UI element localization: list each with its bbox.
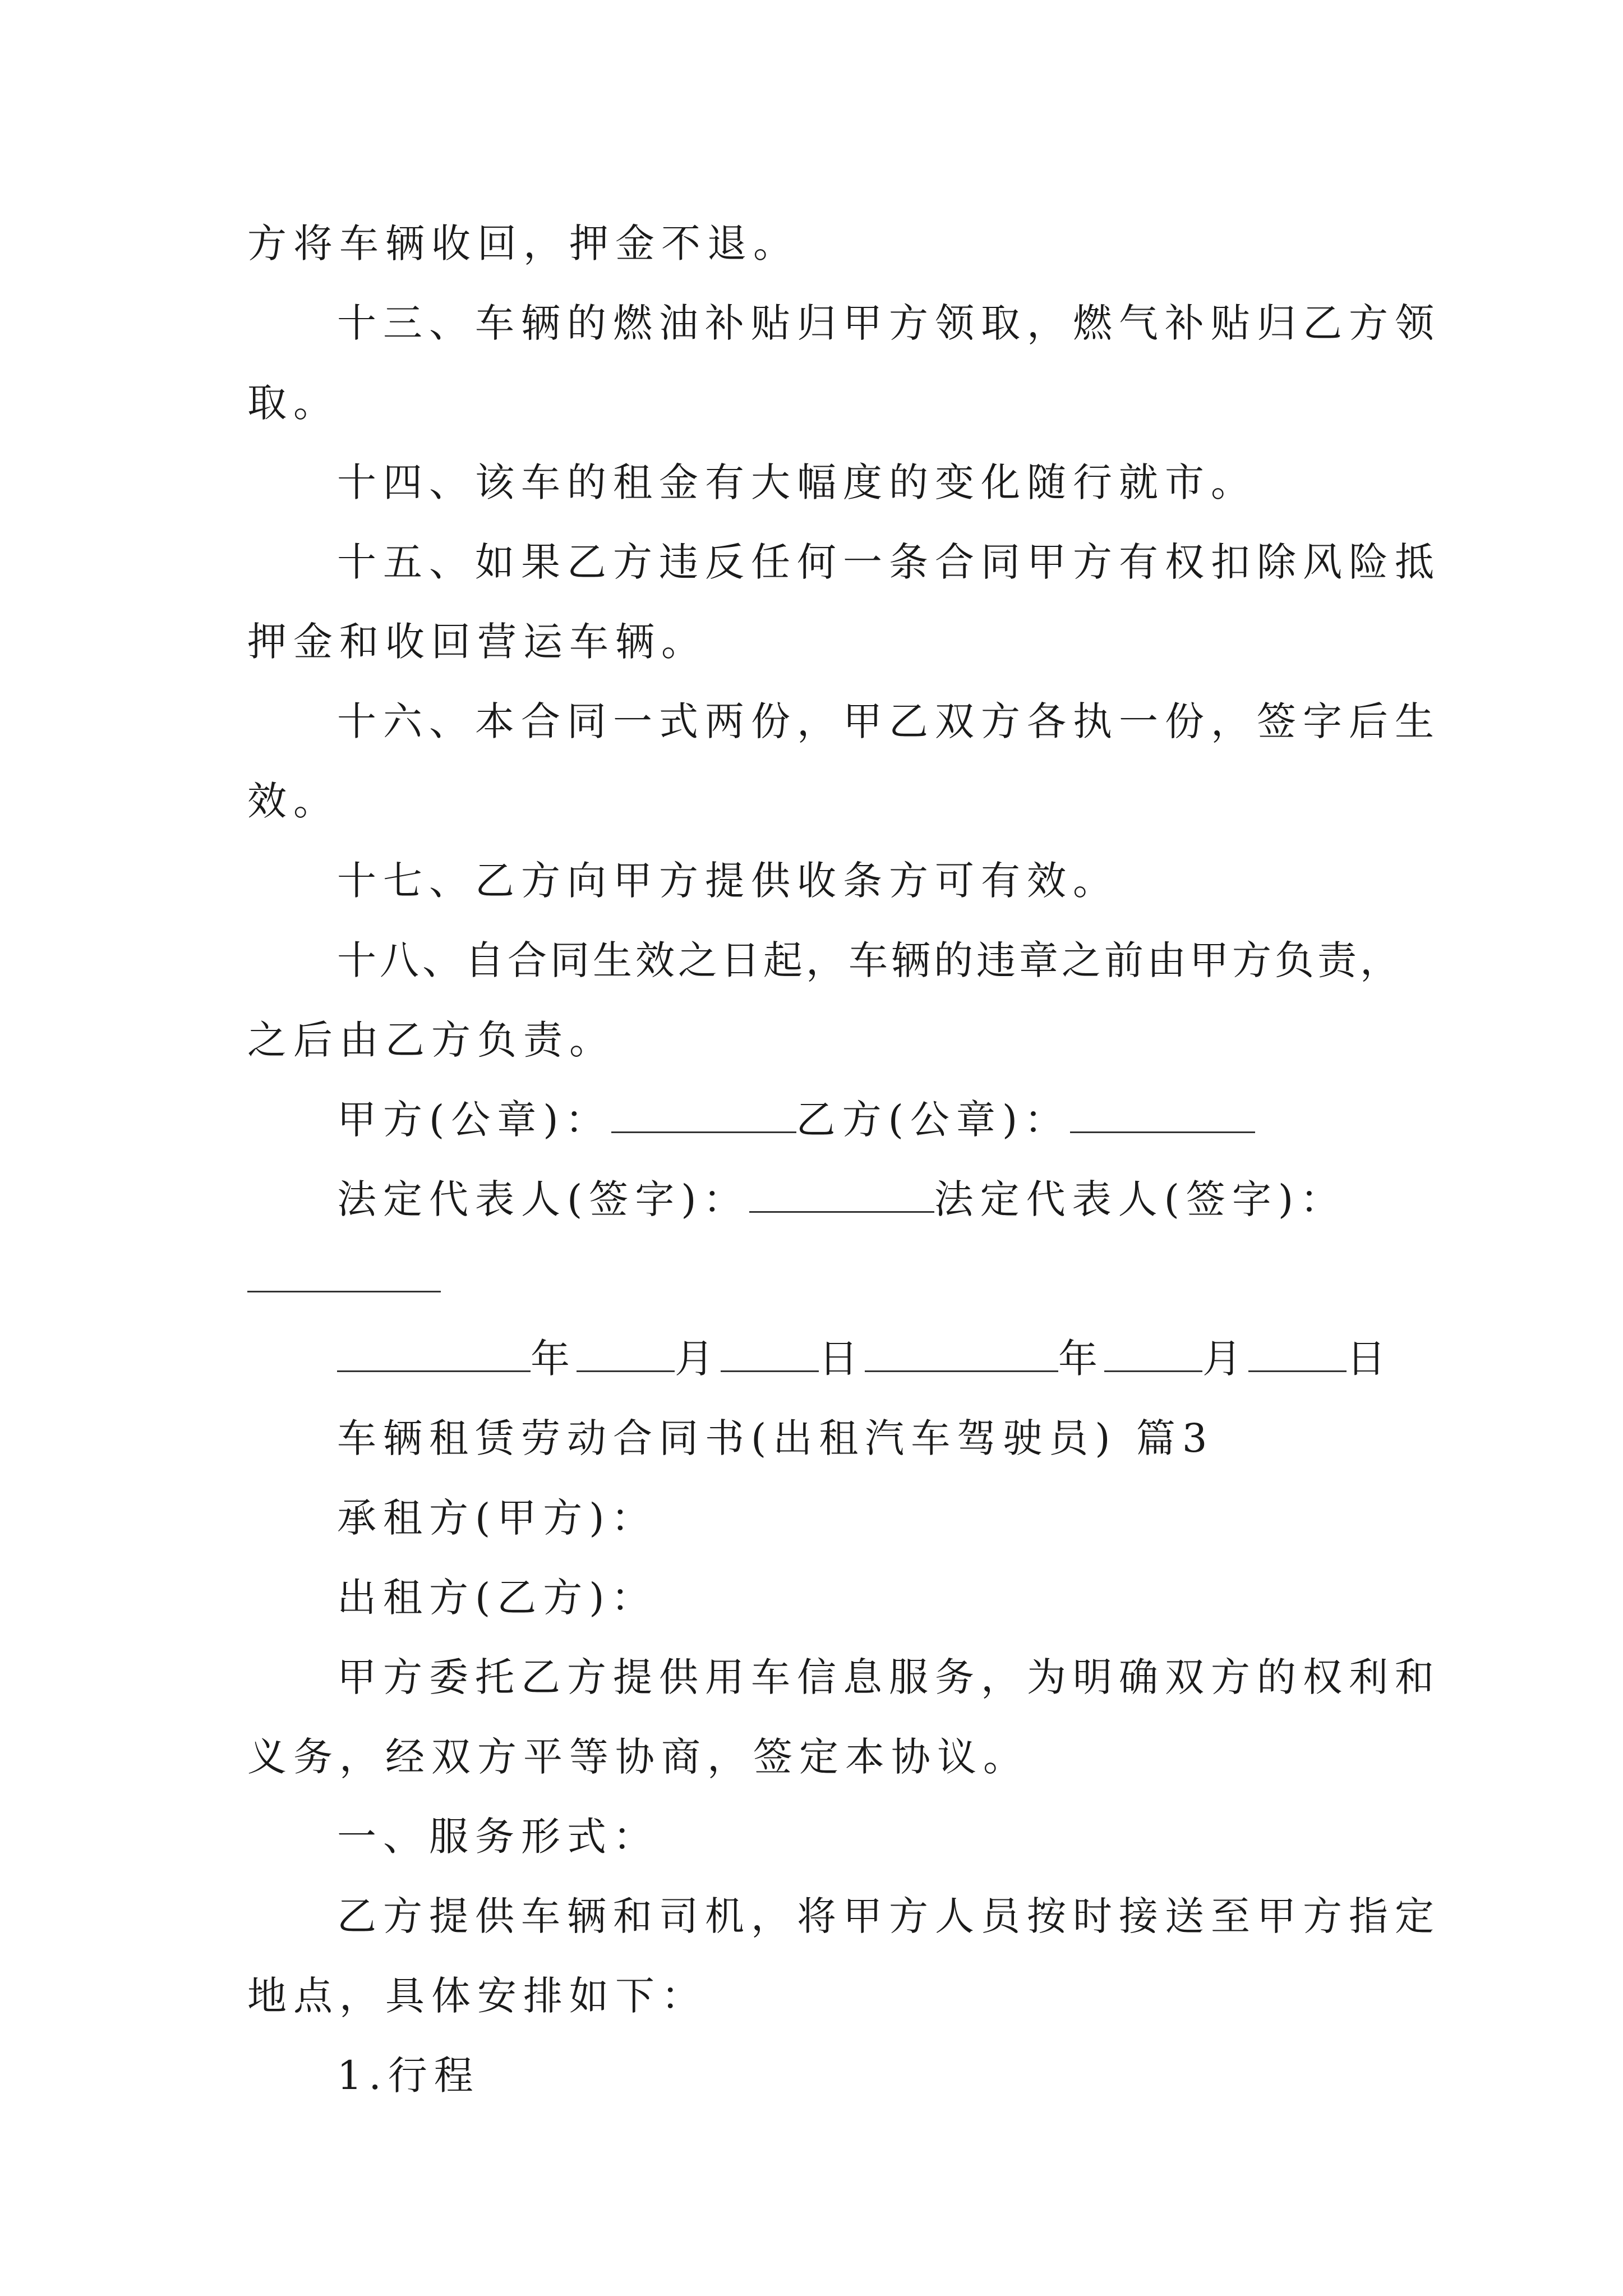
itinerary-heading: 1.行程	[337, 2053, 480, 2099]
lessee-line: 承租方(甲方)：	[337, 1495, 657, 1541]
rep-b-label: 法定代表人(签字)：	[934, 1176, 1347, 1222]
date-b-month-blank	[1104, 1339, 1202, 1372]
clause-18: 十八、自合同生效之日起，车辆的违章之前由甲方负责，	[337, 937, 1403, 983]
party-b-seal-label: 乙方(公章)：	[796, 1097, 1071, 1143]
date-b-day-blank	[1248, 1339, 1347, 1372]
clause-13: 十三、车辆的燃油补贴归甲方领取，燃气补贴归乙方领	[337, 300, 1441, 346]
rep-a-blank	[749, 1180, 934, 1213]
intro-paragraph: 甲方委托乙方提供用车信息服务，为明确双方的权利和	[337, 1654, 1441, 1700]
date-line	[247, 1319, 1393, 1398]
clause-15: 十五、如果乙方违反任何一条合同甲方有权扣除风险抵	[337, 539, 1441, 585]
party-a-seal-blank	[611, 1100, 796, 1133]
paragraph-line: 义务，经双方平等协商，签定本协议。	[247, 1734, 1029, 1780]
date-a-month-blank	[577, 1339, 675, 1372]
date-b-month-label: 月	[1202, 1336, 1248, 1382]
party-a-seal-label: 甲方(公章)：	[337, 1097, 611, 1143]
date-a-day-blank	[721, 1339, 819, 1372]
date-a-month-label: 月	[675, 1336, 721, 1382]
rep-b-blank	[247, 1259, 441, 1292]
paragraph-line: 效。	[247, 778, 339, 824]
document-body	[247, 204, 1441, 2115]
date-a-day-label: 日	[819, 1336, 865, 1382]
date-b-year-label: 年	[1058, 1336, 1104, 1382]
date-b-day-label: 日	[1347, 1336, 1393, 1382]
date-b-year-blank	[865, 1339, 1058, 1372]
paragraph-line: 地点，具体安排如下：	[247, 1973, 707, 2019]
rep-b-blank-line	[247, 1239, 1380, 1319]
paragraph-line: 押金和收回营运车辆。	[247, 619, 707, 665]
representative-line	[247, 1159, 1380, 1239]
clause-16: 十六、本合同一式两份，甲乙双方各执一份，签字后生	[337, 698, 1441, 744]
date-a-year-blank	[337, 1339, 531, 1372]
clause-14: 十四、该车的租金有大幅度的变化随行就市。	[337, 459, 1257, 505]
section-title: 车辆租赁劳动合同书(出租汽车驾驶员) 篇3	[337, 1415, 1214, 1461]
lessor-line: 出租方(乙方)：	[337, 1575, 657, 1621]
date-a-year-label: 年	[531, 1336, 577, 1382]
seal-line	[247, 1080, 1380, 1159]
party-b-seal-blank	[1070, 1100, 1255, 1133]
paragraph-line: 之后由乙方负责。	[247, 1017, 615, 1063]
paragraph-line: 取。	[247, 380, 339, 426]
paragraph-line: 方将车辆收回，押金不退。	[247, 220, 799, 266]
rep-a-label: 法定代表人(签字)：	[337, 1176, 749, 1222]
service-paragraph: 乙方提供车辆和司机，将甲方人员按时接送至甲方指定	[337, 1893, 1441, 1939]
clause-17: 十七、乙方向甲方提供收条方可有效。	[337, 858, 1119, 904]
service-heading: 一、服务形式：	[337, 1814, 659, 1860]
